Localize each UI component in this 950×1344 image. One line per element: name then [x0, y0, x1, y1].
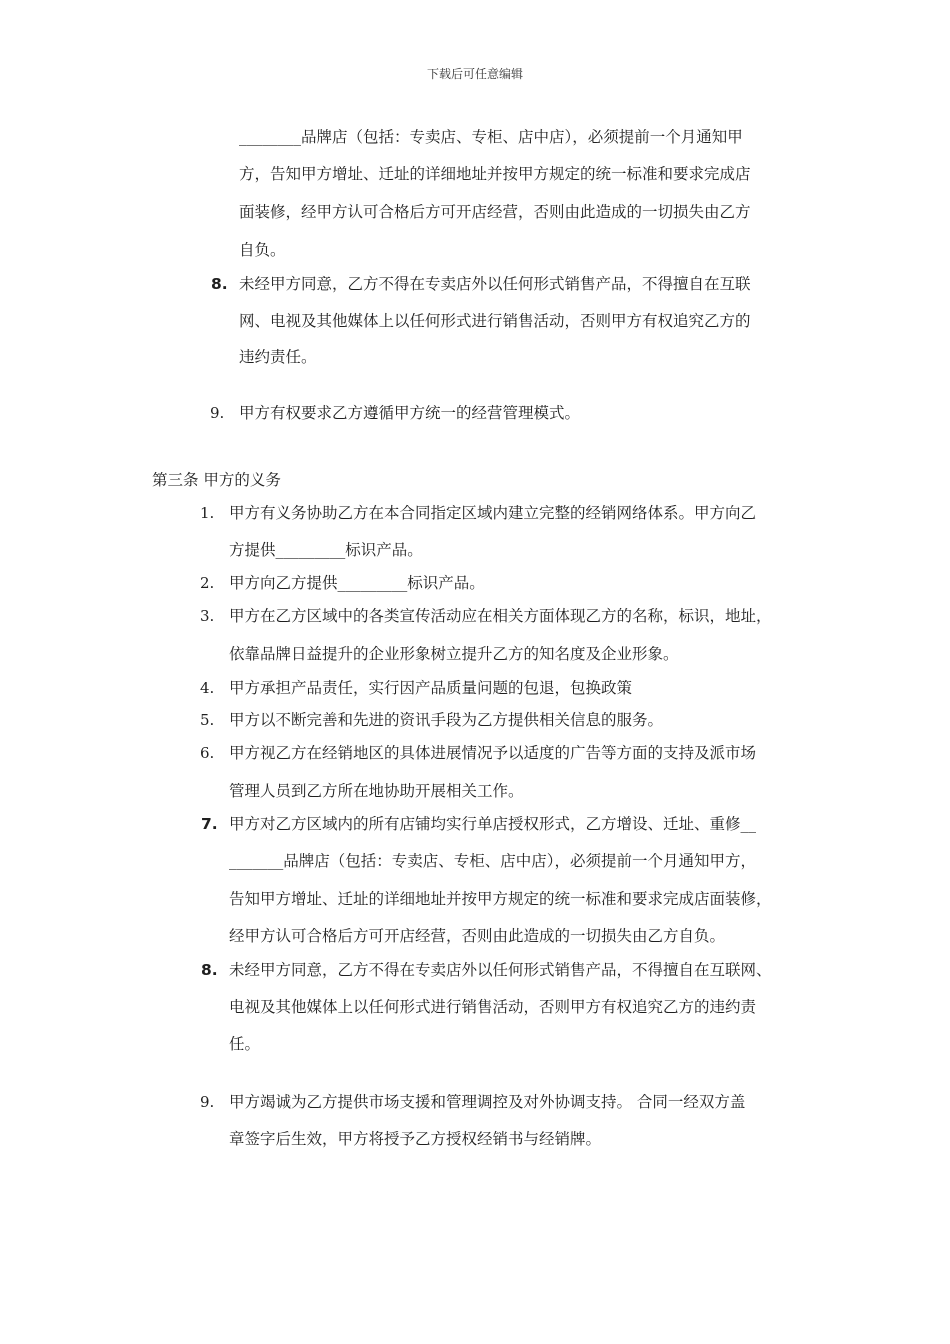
s3-item9-line-2: 章签字后生效，甲方将授予乙方授权经销书与经销牌。 [229, 1130, 602, 1148]
s3-item7-line-1: 甲方对乙方区域内的所有店铺均实行单店授权形式，乙方增设、迁址、重修__ [229, 815, 757, 833]
s3-item7-line-4: 经甲方认可合格后方可开店经营，否则由此造成的一切损失由乙方自负。 [229, 927, 726, 945]
s3-item2-number: 2. [200, 574, 215, 592]
item7-cont-line-3: 面装修，经甲方认可合格后方可开店经营，否则由此造成的一切损失由乙方 [239, 203, 751, 221]
s3-item7-line-3: 告知甲方增址、迁址的详细地址并按甲方规定的统一标准和要求完成店面装修， [229, 890, 772, 908]
s3-item6-line-1: 甲方视乙方在经销地区的具体进展情况予以适度的广告等方面的支持及派市场 [229, 744, 757, 762]
s3-item9-line-1: 甲方竭诚为乙方提供市场支援和管理调控及对外协调支持。 合同一经双方盖 [229, 1093, 746, 1111]
item7-cont-line-4: 自负。 [239, 241, 286, 259]
s3-item6-line-2: 管理人员到乙方所在地协助开展相关工作。 [229, 782, 524, 800]
item9-line-1: 甲方有权要求乙方遵循甲方统一的经营管理模式。 [239, 404, 581, 422]
item7-cont-line-2: 方，告知甲方增址、迁址的详细地址并按甲方规定的统一标准和要求完成店 [239, 165, 751, 183]
s3-item8-line-3: 任。 [229, 1035, 261, 1053]
item8-line-3: 违约责任。 [239, 348, 317, 366]
s3-item4-line-1: 甲方承担产品责任，实行因产品质量问题的包退，包换政策 [229, 679, 633, 697]
s3-item8-line-2: 电视及其他媒体上以任何形式进行销售活动，否则甲方有权追究乙方的违约责 [229, 998, 757, 1016]
item7-cont-line-1: ________品牌店（包括：专卖店、专柜、店中店），必须提前一个月通知甲 [239, 128, 743, 146]
item9-number: 9. [210, 404, 225, 422]
section3-heading: 第三条 甲方的义务 [152, 471, 281, 489]
item8-line-2: 网、电视及其他媒体上以任何形式进行销售活动，否则甲方有权追究乙方的 [239, 312, 751, 330]
s3-item1-line-2: 方提供_________标识产品。 [229, 541, 423, 559]
s3-item3-number: 3. [200, 607, 215, 625]
s3-item3-line-2: 依靠品牌日益提升的企业形象树立提升乙方的知名度及企业形象。 [229, 645, 679, 663]
s3-item4-number: 4. [200, 679, 215, 697]
s3-item8-number: 8. [201, 961, 218, 979]
s3-item1-line-1: 甲方有义务协助乙方在本合同指定区域内建立完整的经销网络体系。甲方向乙 [229, 504, 757, 522]
s3-item7-line-2: _______品牌店（包括：专卖店、专柜、店中店），必须提前一个月通知甲方， [229, 852, 757, 870]
s3-item1-number: 1. [200, 504, 215, 522]
page-header: 下载后可任意编辑 [426, 67, 523, 81]
item8-line-1: 未经甲方同意，乙方不得在专卖店外以任何形式销售产品，不得擅自在互联 [239, 275, 751, 293]
s3-item2-line-1: 甲方向乙方提供_________标识产品。 [229, 574, 485, 592]
s3-item6-number: 6. [200, 744, 215, 762]
s3-item8-line-1: 未经甲方同意，乙方不得在专卖店外以任何形式销售产品，不得擅自在互联网、 [229, 961, 772, 979]
s3-item3-line-1: 甲方在乙方区域中的各类宣传活动应在相关方面体现乙方的名称，标识，地址， [229, 607, 772, 625]
s3-item5-line-1: 甲方以不断完善和先进的资讯手段为乙方提供相关信息的服务。 [229, 711, 664, 729]
s3-item9-number: 9. [200, 1093, 215, 1111]
s3-item7-number: 7. [201, 815, 218, 833]
s3-item5-number: 5. [200, 711, 215, 729]
item8-number: 8. [211, 275, 228, 293]
